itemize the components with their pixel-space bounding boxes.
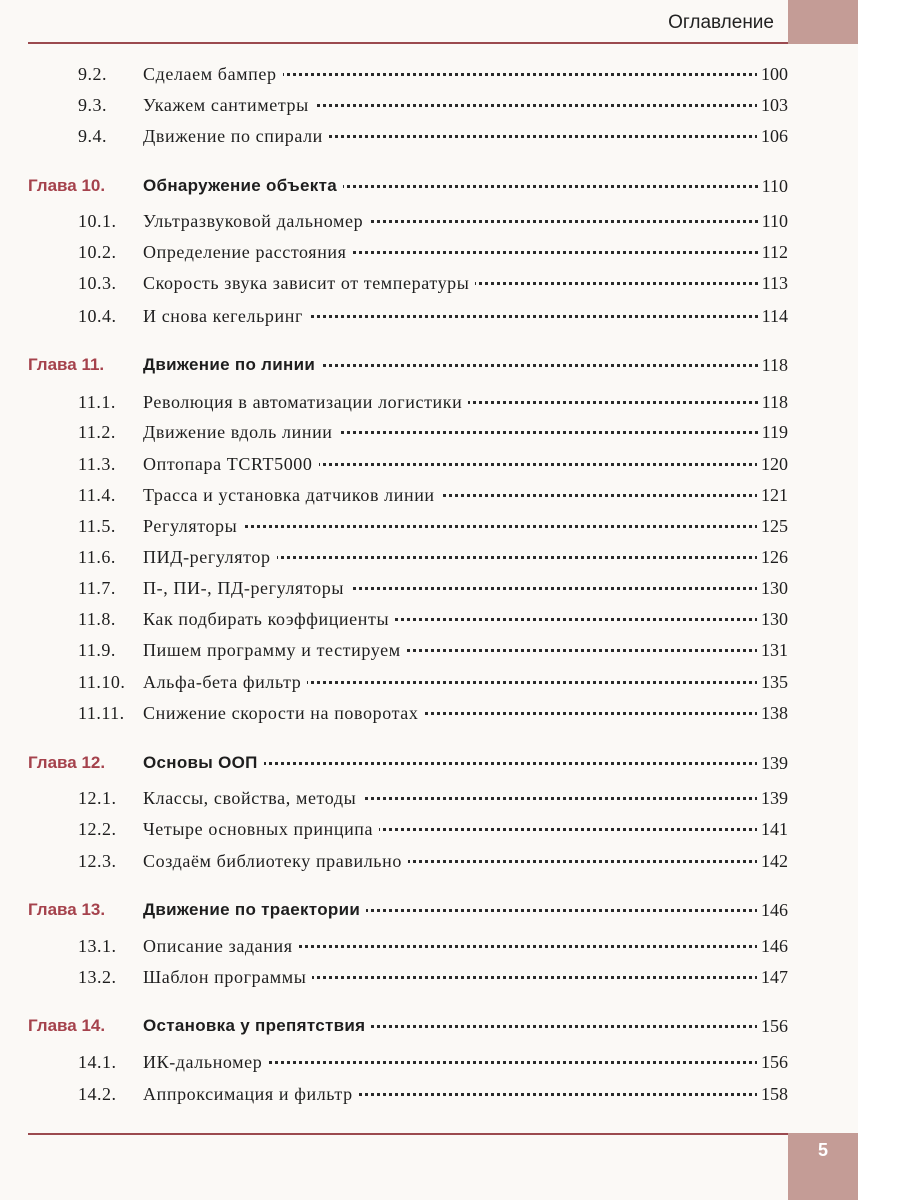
toc-chapter-label: Глава 10. bbox=[28, 176, 106, 195]
toc-entry-title: Остановка у препятствия bbox=[143, 1016, 371, 1036]
toc-entry-title: Революция в автоматизации логистики bbox=[143, 392, 468, 413]
toc-page-number: 147 bbox=[757, 967, 788, 988]
toc-section-row bbox=[0, 450, 900, 480]
toc-section-number: 12.3. bbox=[78, 851, 117, 871]
toc-section-row bbox=[0, 847, 900, 877]
toc-section-row bbox=[0, 238, 900, 268]
toc-entry-title: Четыре основных принципа bbox=[143, 819, 379, 840]
toc-section-number: 14.1. bbox=[78, 1052, 117, 1072]
toc-entry-title: Снижение скорости на поворотах bbox=[143, 703, 424, 724]
toc-section-number: 13.2. bbox=[78, 967, 117, 987]
toc-page-number: 112 bbox=[758, 242, 788, 263]
toc-entry-title: П-, ПИ-, ПД-регуляторы bbox=[143, 578, 350, 599]
toc-section-row bbox=[0, 699, 900, 729]
toc-page-number: 110 bbox=[758, 211, 788, 232]
toc-entry-title: Укажем сантиметры bbox=[143, 95, 315, 116]
toc-entry-title: Трасса и установка датчиков линии bbox=[143, 485, 441, 506]
toc-section-number: 10.1. bbox=[78, 211, 117, 231]
toc-entry-title: Определение расстояния bbox=[143, 242, 353, 263]
toc-entry-title: Скорость звука зависит от температуры bbox=[143, 273, 475, 294]
toc-section-number: 11.10. bbox=[78, 672, 126, 692]
toc-entry-title: Классы, свойства, методы bbox=[143, 788, 362, 809]
toc-section-number: 11.4. bbox=[78, 485, 116, 505]
toc-page-number: 119 bbox=[758, 422, 788, 443]
toc-chapter-label: Глава 12. bbox=[28, 753, 106, 772]
toc-section-row bbox=[0, 60, 900, 90]
toc-section-number: 14.2. bbox=[78, 1084, 117, 1104]
toc-page-number: 118 bbox=[758, 392, 788, 413]
toc-page-number: 126 bbox=[757, 547, 788, 568]
toc-section-row bbox=[0, 481, 900, 511]
page-number: 5 bbox=[817, 1140, 828, 1160]
toc-section-number: 11.9. bbox=[78, 640, 116, 660]
toc-page-number: 120 bbox=[757, 454, 788, 475]
toc-entry-title: Шаблон программы bbox=[143, 967, 312, 988]
toc-section-number: 11.2. bbox=[78, 422, 116, 442]
toc-entry-title: И снова кегельринг bbox=[143, 306, 309, 327]
toc-page-number: 146 bbox=[757, 900, 788, 921]
toc-page-number: 131 bbox=[757, 640, 788, 661]
toc-page-number: 118 bbox=[758, 355, 788, 376]
toc-section-row bbox=[0, 668, 900, 698]
running-header-title: Оглавление bbox=[668, 12, 774, 33]
toc-section-number: 10.4. bbox=[78, 306, 117, 326]
toc-section-number: 10.3. bbox=[78, 273, 117, 293]
toc-section-number: 11.1. bbox=[78, 392, 116, 412]
toc-chapter-label: Глава 13. bbox=[28, 900, 106, 919]
toc-entry-title: ПИД-регулятор bbox=[143, 547, 277, 568]
toc-entry-title: Альфа-бета фильтр bbox=[143, 672, 307, 693]
toc-page-number: 103 bbox=[757, 95, 788, 116]
toc-page-number: 141 bbox=[757, 819, 788, 840]
toc-section-row bbox=[0, 574, 900, 604]
toc-chapter-row bbox=[0, 896, 900, 926]
toc-page-number: 110 bbox=[758, 176, 788, 197]
toc-entry-title: Сделаем бампер bbox=[143, 64, 283, 85]
toc-section-row bbox=[0, 543, 900, 573]
toc-chapter-row bbox=[0, 749, 900, 779]
toc-chapter-row bbox=[0, 351, 900, 381]
toc-entry-title: Как подбирать коэффициенты bbox=[143, 609, 395, 630]
toc-entry-title: Движение по спирали bbox=[143, 126, 329, 147]
toc-page-number: 139 bbox=[757, 753, 788, 774]
toc-page-number: 130 bbox=[757, 609, 788, 630]
toc-section-row bbox=[0, 512, 900, 542]
toc-section-number: 9.2. bbox=[78, 64, 107, 84]
toc-section-row bbox=[0, 91, 900, 121]
toc-section-row bbox=[0, 1048, 900, 1078]
toc-section-number: 13.1. bbox=[78, 936, 117, 956]
toc-page-number: 142 bbox=[757, 851, 788, 872]
toc-page-number: 156 bbox=[757, 1016, 788, 1037]
toc-entry-title: ИК-дальномер bbox=[143, 1052, 268, 1073]
toc-section-row bbox=[0, 784, 900, 814]
toc-entry-title: Регуляторы bbox=[143, 516, 243, 537]
toc-section-number: 9.3. bbox=[78, 95, 107, 115]
toc-entry-title: Основы ООП bbox=[143, 753, 264, 773]
toc-section-row bbox=[0, 1080, 900, 1110]
toc-section-row bbox=[0, 636, 900, 666]
toc-entry-title: Создаём библиотеку правильно bbox=[143, 851, 408, 872]
toc-section-number: 11.5. bbox=[78, 516, 116, 536]
toc-section-number: 12.1. bbox=[78, 788, 117, 808]
toc-page-number: 100 bbox=[757, 64, 788, 85]
toc-section-row bbox=[0, 388, 900, 418]
toc-section-number: 11.11. bbox=[78, 703, 125, 723]
toc-section-row bbox=[0, 302, 900, 332]
toc-chapter-row bbox=[0, 172, 900, 202]
toc-section-row bbox=[0, 269, 900, 299]
toc-entry-title: Пишем программу и тестируем bbox=[143, 640, 407, 661]
toc-section-row bbox=[0, 605, 900, 635]
toc-section-number: 12.2. bbox=[78, 819, 117, 839]
toc-section-number: 11.7. bbox=[78, 578, 116, 598]
toc-page-number: 125 bbox=[757, 516, 788, 537]
toc-page-number: 130 bbox=[757, 578, 788, 599]
toc-entry-title: Аппроксимация и фильтр bbox=[143, 1084, 359, 1105]
toc-page-number: 138 bbox=[757, 703, 788, 724]
toc-page-number: 114 bbox=[758, 306, 788, 327]
toc-section-row bbox=[0, 815, 900, 845]
toc-section-number: 9.4. bbox=[78, 126, 107, 146]
toc-chapter-row bbox=[0, 1012, 900, 1042]
toc-section-row bbox=[0, 122, 900, 152]
toc-chapter-label: Глава 14. bbox=[28, 1016, 106, 1035]
footer-rule bbox=[28, 1133, 788, 1135]
toc-entry-title: Движение по траектории bbox=[143, 900, 366, 920]
toc-page-number: 135 bbox=[757, 672, 788, 693]
toc-section-number: 10.2. bbox=[78, 242, 117, 262]
toc-section-row bbox=[0, 932, 900, 962]
toc-section-number: 11.6. bbox=[78, 547, 116, 567]
toc-page-number: 139 bbox=[757, 788, 788, 809]
toc-page-number: 146 bbox=[757, 936, 788, 957]
toc-entry-title: Оптопара TCRT5000 bbox=[143, 454, 319, 475]
toc-chapter-label: Глава 11. bbox=[28, 355, 105, 374]
toc-page-number: 156 bbox=[757, 1052, 788, 1073]
toc-section-row bbox=[0, 418, 900, 448]
toc-page-number: 121 bbox=[757, 485, 788, 506]
toc-section-number: 11.8. bbox=[78, 609, 116, 629]
toc-page-number: 113 bbox=[758, 273, 788, 294]
toc-section-row bbox=[0, 963, 900, 993]
toc-entry-title: Обнаружение объекта bbox=[143, 176, 343, 196]
toc-page-number: 106 bbox=[757, 126, 788, 147]
toc-entry-title: Описание задания bbox=[143, 936, 299, 957]
toc-section-row bbox=[0, 207, 900, 237]
toc-entry-title: Движение вдоль линии bbox=[143, 422, 339, 443]
toc-page-number: 158 bbox=[757, 1084, 788, 1105]
toc-section-number: 11.3. bbox=[78, 454, 116, 474]
toc-entry-title: Ультразвуковой дальномер bbox=[143, 211, 369, 232]
toc-entry-title: Движение по линии bbox=[143, 355, 321, 375]
